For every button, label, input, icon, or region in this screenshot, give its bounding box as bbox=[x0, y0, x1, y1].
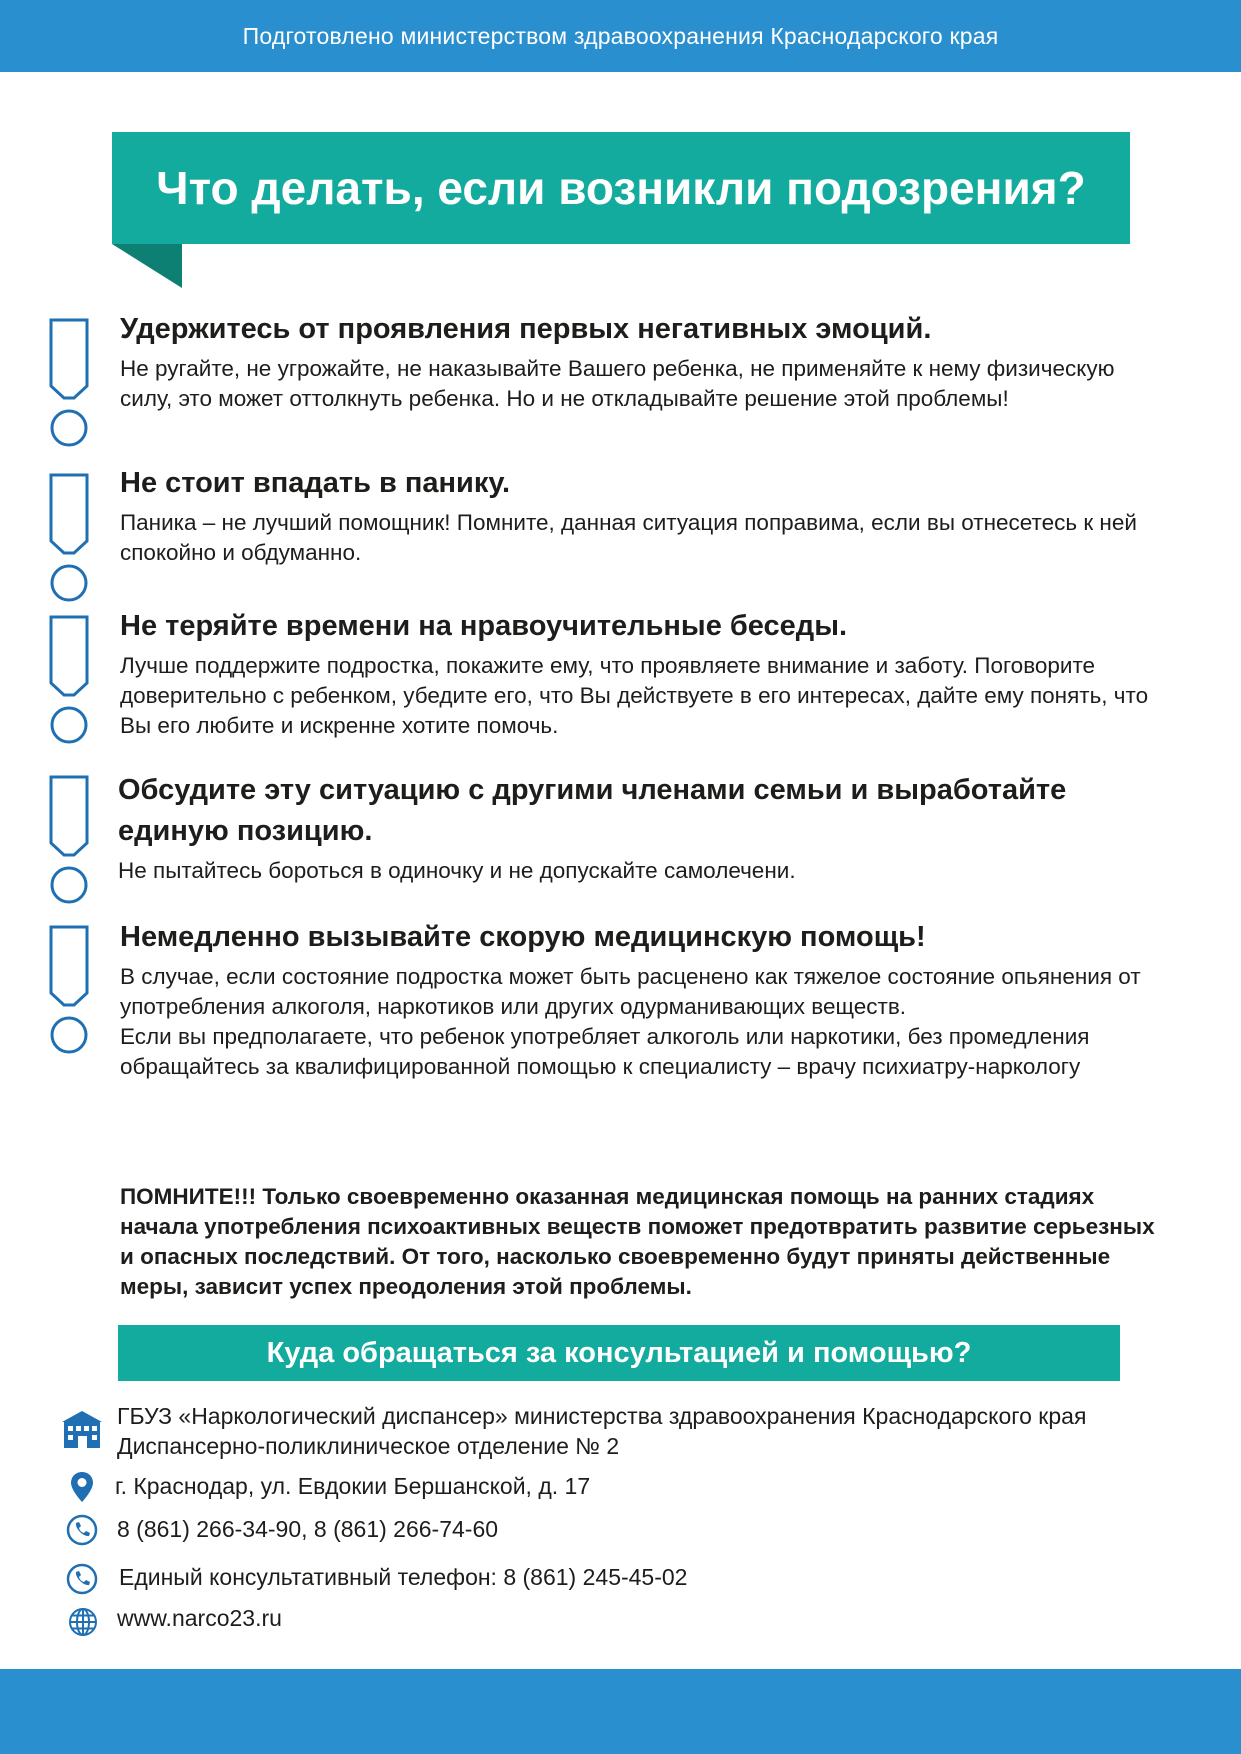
footer-band bbox=[0, 1669, 1241, 1754]
exclamation-icon bbox=[51, 777, 87, 902]
hotline-text: Единый консультативный телефон: 8 (861) 245-45-02 bbox=[119, 1564, 688, 1590]
globe-icon bbox=[68, 1607, 98, 1637]
advice-section bbox=[118, 770, 1158, 886]
exclamation-icon bbox=[51, 927, 87, 1052]
advice-text: В случае, если состояние подростка может быть расценено как тяжелое состояние опьянения от употребления алкоголя, наркотиков или других одурманивающих веществ. bbox=[120, 964, 1141, 1019]
advice-heading: Удержитесь от проявления первых негативных эмоций. bbox=[120, 313, 932, 345]
advice-heading: Обсудите эту ситуацию с другими членами семьи и выработайте единую позицию. bbox=[118, 774, 1067, 847]
advice-section bbox=[120, 463, 1160, 568]
phone-icon bbox=[66, 1563, 98, 1595]
location-pin-icon bbox=[70, 1471, 94, 1503]
advice-heading: Не стоит впадать в панику. bbox=[120, 467, 510, 499]
advice-section bbox=[120, 606, 1160, 741]
phone-numbers: 8 (861) 266-34-90, 8 (861) 266-74-60 bbox=[117, 1516, 499, 1542]
page-title bbox=[112, 132, 1130, 244]
advice-heading: Не теряйте времени на нравоучительные беседы. bbox=[120, 610, 848, 642]
organization-department: Диспансерно-поликлиническое отделение № 2 bbox=[117, 1433, 620, 1459]
exclamation-marks-decoration bbox=[48, 318, 90, 1058]
help-heading bbox=[118, 1325, 1120, 1381]
title-fold-decoration bbox=[112, 244, 182, 288]
help-heading-text: Куда обращаться за консультацией и помощью? bbox=[266, 1336, 972, 1369]
page-title-text: Что делать, если возникли подозрения? bbox=[156, 162, 1086, 214]
advice-section bbox=[120, 309, 1160, 414]
exclamation-icon bbox=[51, 320, 87, 445]
advice-text: Не пытайтесь бороться в одиночку и не допускайте самолечени. bbox=[118, 858, 796, 883]
phone-icon bbox=[66, 1514, 98, 1546]
building-icon bbox=[58, 1408, 106, 1450]
exclamation-icon bbox=[51, 617, 87, 742]
header-text: Подготовлено министерством здравоохранения Краснодарского края bbox=[242, 22, 999, 49]
advice-text: Паника – не лучший помощник! Помните, данная ситуация поправима, если вы отнесетесь к ней спокойно и обдуманно. bbox=[120, 510, 1137, 565]
address-text: г. Краснодар, ул. Евдокии Бершанской, д. 17 bbox=[115, 1473, 591, 1499]
remember-note: ПОМНИТЕ!!! Только своевременно оказанная медицинская помощь на ранних стадиях начала употребления психоактивных веществ поможет предотвратить развитие серьезных и опасных последствий. От того, насколько своевременно будут приняты действенные меры, зависит успех преодоления этой проблемы. bbox=[120, 1184, 1155, 1299]
advice-heading: Немедленно вызывайте скорую медицинскую помощь! bbox=[120, 921, 926, 953]
header-band bbox=[0, 0, 1241, 72]
advice-section bbox=[120, 917, 1160, 1082]
advice-text: Если вы предполагаете, что ребенок употребляет алкоголь или наркотики, без промедления обращайтесь за квалифицированной помощью к специалисту – врачу психиатру-наркологу bbox=[120, 1024, 1090, 1079]
advice-text: Не ругайте, не угрожайте, не наказывайте Вашего ребенка, не применяйте к нему физическую силу, это может оттолкнуть ребенка. Но и не откладывайте решение этой проблемы! bbox=[120, 356, 1115, 411]
website-link[interactable]: www.narco23.ru bbox=[117, 1605, 282, 1631]
exclamation-icon bbox=[51, 475, 87, 600]
organization-name: ГБУЗ «Наркологический диспансер» министерства здравоохранения Краснодарского края bbox=[117, 1403, 1087, 1429]
advice-text: Лучше поддержите подростка, покажите ему, что проявляете внимание и заботу. Поговорите доверительно с ребенком, убедите его, что Вы действуете в его интересах, дайте ему понять, что Вы его любите и искренне хотите помочь. bbox=[120, 653, 1149, 738]
